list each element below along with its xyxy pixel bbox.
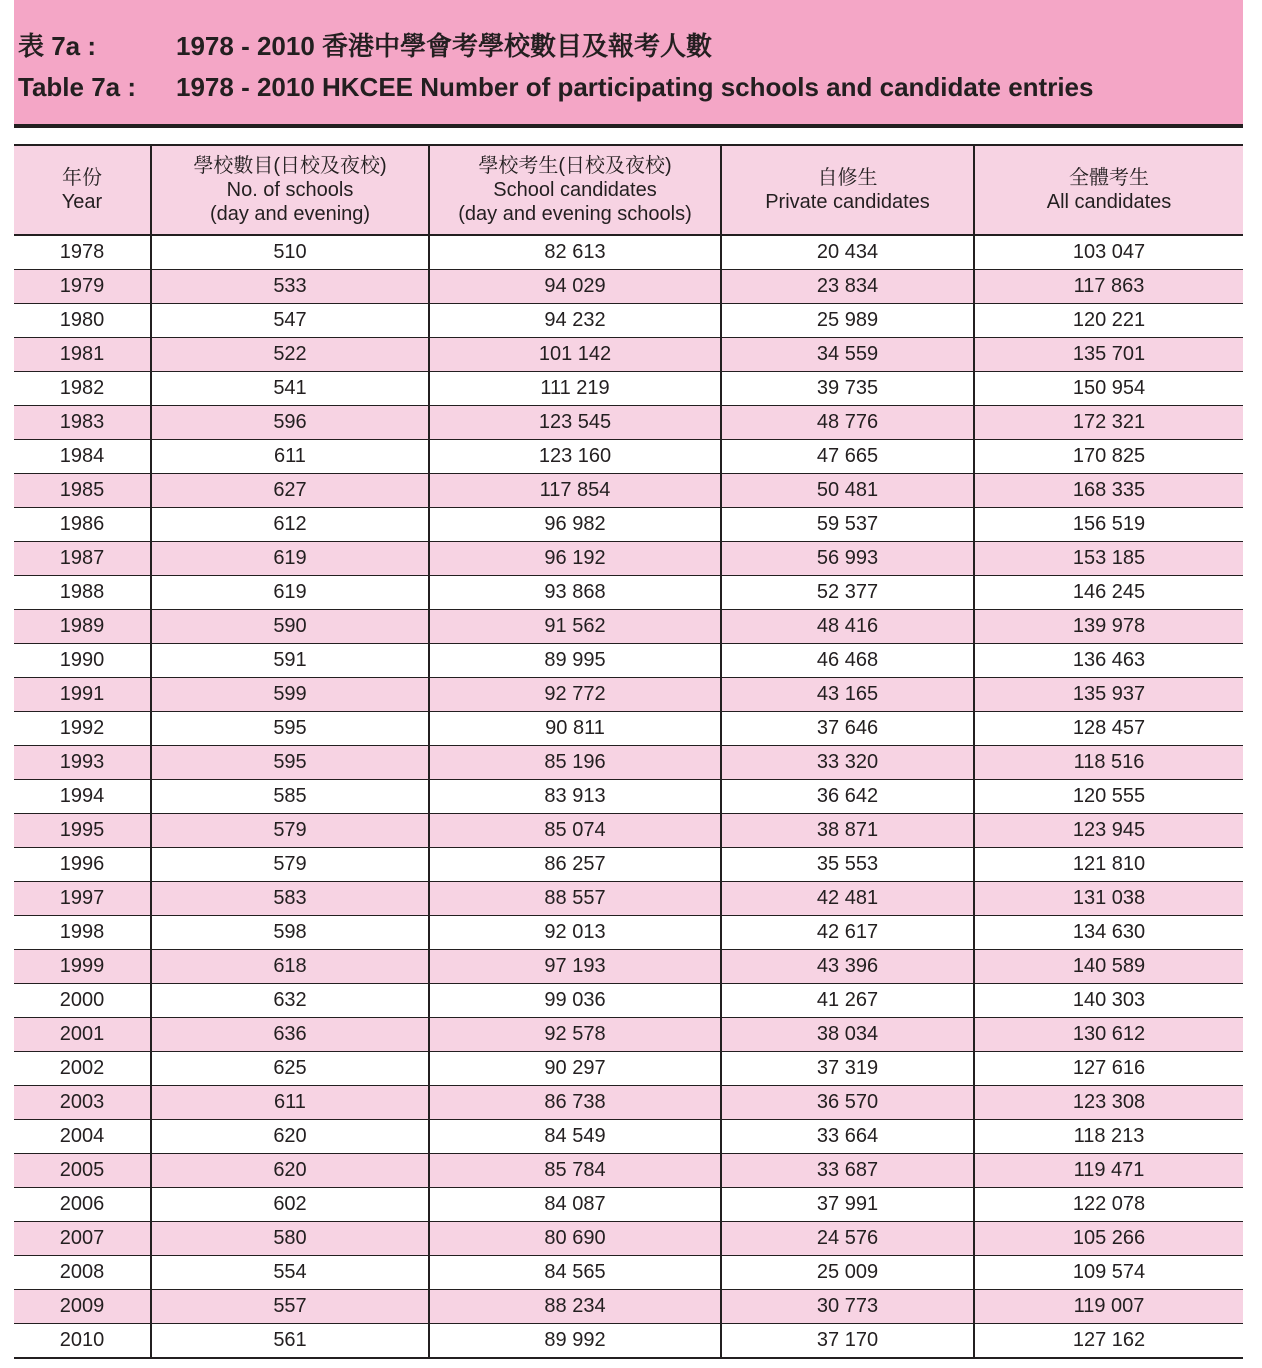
- column-header-line: Year: [61, 191, 103, 213]
- title-band: [14, 0, 1243, 128]
- cell-schools: 611: [151, 1086, 429, 1120]
- cell-school-candidates: 85 196: [429, 746, 721, 780]
- column-header-line: 全體考生: [1069, 167, 1149, 189]
- cell-schools: 595: [151, 712, 429, 746]
- cell-private-candidates: 37 170: [721, 1324, 974, 1359]
- cell-school-candidates: 96 982: [429, 508, 721, 542]
- cell-all-candidates: 127 162: [974, 1324, 1243, 1359]
- column-header-school-candidates: [429, 145, 721, 235]
- cell-year: 2000: [14, 984, 151, 1018]
- cell-year: 1993: [14, 746, 151, 780]
- column-header-line: (day and evening): [209, 203, 371, 225]
- column-header-line: 學校數目(日校及夜校): [193, 155, 387, 177]
- column-header-line: School candidates: [493, 179, 657, 201]
- table-row: [14, 576, 1243, 610]
- column-header-all-candidates: [974, 145, 1243, 235]
- cell-schools: 618: [151, 950, 429, 984]
- cell-schools: 602: [151, 1188, 429, 1222]
- cell-schools: 632: [151, 984, 429, 1018]
- table-row: [14, 304, 1243, 338]
- cell-year: 1991: [14, 678, 151, 712]
- cell-private-candidates: 56 993: [721, 542, 974, 576]
- cell-all-candidates: 156 519: [974, 508, 1243, 542]
- cell-private-candidates: 48 776: [721, 406, 974, 440]
- table-row: [14, 916, 1243, 950]
- cell-schools: 598: [151, 916, 429, 950]
- column-header-line: 自修生: [817, 167, 878, 189]
- column-header-line: 學校考生(日校及夜校): [478, 155, 672, 177]
- title-chinese: [18, 26, 712, 63]
- cell-all-candidates: 130 612: [974, 1018, 1243, 1052]
- cell-private-candidates: 43 165: [721, 678, 974, 712]
- cell-all-candidates: 131 038: [974, 882, 1243, 916]
- cell-year: 1998: [14, 916, 151, 950]
- cell-schools: 547: [151, 304, 429, 338]
- table-row: [14, 372, 1243, 406]
- cell-private-candidates: 52 377: [721, 576, 974, 610]
- table-row: [14, 1086, 1243, 1120]
- cell-year: 2004: [14, 1120, 151, 1154]
- table-row: [14, 1052, 1243, 1086]
- cell-schools: 591: [151, 644, 429, 678]
- cell-private-candidates: 37 319: [721, 1052, 974, 1086]
- cell-schools: 625: [151, 1052, 429, 1086]
- cell-all-candidates: 119 007: [974, 1290, 1243, 1324]
- table-row: [14, 235, 1243, 270]
- table-row: [14, 1018, 1243, 1052]
- cell-schools: 595: [151, 746, 429, 780]
- cell-private-candidates: 35 553: [721, 848, 974, 882]
- cell-year: 1996: [14, 848, 151, 882]
- cell-year: 2009: [14, 1290, 151, 1324]
- cell-all-candidates: 153 185: [974, 542, 1243, 576]
- cell-schools: 561: [151, 1324, 429, 1359]
- cell-all-candidates: 122 078: [974, 1188, 1243, 1222]
- cell-year: 2006: [14, 1188, 151, 1222]
- cell-schools: 590: [151, 610, 429, 644]
- cell-school-candidates: 91 562: [429, 610, 721, 644]
- table-row: [14, 712, 1243, 746]
- cell-year: 1995: [14, 814, 151, 848]
- cell-private-candidates: 20 434: [721, 235, 974, 270]
- cell-school-candidates: 88 557: [429, 882, 721, 916]
- cell-year: 1989: [14, 610, 151, 644]
- cell-private-candidates: 23 834: [721, 270, 974, 304]
- cell-schools: 619: [151, 576, 429, 610]
- cell-private-candidates: 39 735: [721, 372, 974, 406]
- cell-school-candidates: 84 565: [429, 1256, 721, 1290]
- cell-private-candidates: 33 664: [721, 1120, 974, 1154]
- header-row: [14, 145, 1243, 235]
- cell-school-candidates: 85 074: [429, 814, 721, 848]
- cell-year: 2003: [14, 1086, 151, 1120]
- cell-year: 2005: [14, 1154, 151, 1188]
- column-header-line: (day and evening schools): [458, 203, 692, 225]
- cell-all-candidates: 140 589: [974, 950, 1243, 984]
- table-row: [14, 610, 1243, 644]
- cell-all-candidates: 118 213: [974, 1120, 1243, 1154]
- table-row: [14, 270, 1243, 304]
- table-row: [14, 644, 1243, 678]
- cell-schools: 583: [151, 882, 429, 916]
- title-english: [18, 72, 1093, 103]
- cell-all-candidates: 117 863: [974, 270, 1243, 304]
- cell-all-candidates: 139 978: [974, 610, 1243, 644]
- cell-school-candidates: 80 690: [429, 1222, 721, 1256]
- cell-schools: 612: [151, 508, 429, 542]
- cell-all-candidates: 103 047: [974, 235, 1243, 270]
- cell-all-candidates: 136 463: [974, 644, 1243, 678]
- cell-all-candidates: 121 810: [974, 848, 1243, 882]
- cell-all-candidates: 123 308: [974, 1086, 1243, 1120]
- cell-schools: 579: [151, 814, 429, 848]
- cell-private-candidates: 48 416: [721, 610, 974, 644]
- cell-all-candidates: 123 945: [974, 814, 1243, 848]
- table-number-zh: 表 7a :: [18, 31, 97, 61]
- column-header-line: All candidates: [1046, 191, 1172, 213]
- cell-schools: 619: [151, 542, 429, 576]
- cell-all-candidates: 127 616: [974, 1052, 1243, 1086]
- cell-year: 1978: [14, 235, 151, 270]
- cell-school-candidates: 84 549: [429, 1120, 721, 1154]
- cell-year: 2001: [14, 1018, 151, 1052]
- cell-private-candidates: 42 617: [721, 916, 974, 950]
- cell-all-candidates: 105 266: [974, 1222, 1243, 1256]
- cell-private-candidates: 43 396: [721, 950, 974, 984]
- cell-school-candidates: 111 219: [429, 372, 721, 406]
- cell-school-candidates: 89 992: [429, 1324, 721, 1359]
- table-row: [14, 678, 1243, 712]
- cell-school-candidates: 84 087: [429, 1188, 721, 1222]
- cell-year: 1985: [14, 474, 151, 508]
- table-row: [14, 814, 1243, 848]
- column-header-line: 年份: [62, 167, 102, 189]
- cell-school-candidates: 86 257: [429, 848, 721, 882]
- title-text-zh: 1978 - 2010 香港中學會考學校數目及報考人數: [176, 31, 713, 61]
- title-text-en: 1978 - 2010 HKCEE Number of participating schools and candidate entries: [176, 72, 1094, 102]
- column-header-schools: [151, 145, 429, 235]
- table-row: [14, 882, 1243, 916]
- cell-school-candidates: 97 193: [429, 950, 721, 984]
- table-row: [14, 950, 1243, 984]
- cell-schools: 620: [151, 1154, 429, 1188]
- cell-all-candidates: 170 825: [974, 440, 1243, 474]
- cell-year: 1984: [14, 440, 151, 474]
- cell-schools: 541: [151, 372, 429, 406]
- cell-year: 1983: [14, 406, 151, 440]
- cell-school-candidates: 86 738: [429, 1086, 721, 1120]
- cell-private-candidates: 38 871: [721, 814, 974, 848]
- cell-private-candidates: 36 642: [721, 780, 974, 814]
- cell-year: 1982: [14, 372, 151, 406]
- cell-private-candidates: 38 034: [721, 1018, 974, 1052]
- cell-schools: 554: [151, 1256, 429, 1290]
- column-header-private-candidates: [721, 145, 974, 235]
- cell-year: 1992: [14, 712, 151, 746]
- data-table: [14, 144, 1243, 1359]
- table-row: [14, 1154, 1243, 1188]
- cell-all-candidates: 146 245: [974, 576, 1243, 610]
- cell-year: 1987: [14, 542, 151, 576]
- cell-year: 1997: [14, 882, 151, 916]
- cell-schools: 533: [151, 270, 429, 304]
- cell-private-candidates: 37 646: [721, 712, 974, 746]
- cell-all-candidates: 120 555: [974, 780, 1243, 814]
- cell-private-candidates: 47 665: [721, 440, 974, 474]
- table-body: [14, 235, 1243, 1358]
- cell-private-candidates: 33 687: [721, 1154, 974, 1188]
- table-row: [14, 984, 1243, 1018]
- cell-private-candidates: 50 481: [721, 474, 974, 508]
- table-row: [14, 848, 1243, 882]
- cell-all-candidates: 119 471: [974, 1154, 1243, 1188]
- table-row: [14, 746, 1243, 780]
- cell-school-candidates: 90 811: [429, 712, 721, 746]
- cell-all-candidates: 120 221: [974, 304, 1243, 338]
- table-row: [14, 1256, 1243, 1290]
- cell-school-candidates: 123 160: [429, 440, 721, 474]
- cell-all-candidates: 140 303: [974, 984, 1243, 1018]
- cell-schools: 580: [151, 1222, 429, 1256]
- cell-school-candidates: 88 234: [429, 1290, 721, 1324]
- cell-all-candidates: 109 574: [974, 1256, 1243, 1290]
- cell-school-candidates: 93 868: [429, 576, 721, 610]
- cell-year: 1994: [14, 780, 151, 814]
- table-row: [14, 542, 1243, 576]
- cell-year: 1981: [14, 338, 151, 372]
- cell-school-candidates: 85 784: [429, 1154, 721, 1188]
- cell-schools: 620: [151, 1120, 429, 1154]
- cell-private-candidates: 36 570: [721, 1086, 974, 1120]
- cell-school-candidates: 92 772: [429, 678, 721, 712]
- cell-school-candidates: 82 613: [429, 235, 721, 270]
- cell-year: 1979: [14, 270, 151, 304]
- cell-all-candidates: 168 335: [974, 474, 1243, 508]
- table-row: [14, 1222, 1243, 1256]
- cell-schools: 579: [151, 848, 429, 882]
- cell-schools: 596: [151, 406, 429, 440]
- cell-private-candidates: 33 320: [721, 746, 974, 780]
- cell-school-candidates: 89 995: [429, 644, 721, 678]
- cell-school-candidates: 92 578: [429, 1018, 721, 1052]
- cell-private-candidates: 46 468: [721, 644, 974, 678]
- table-row: [14, 406, 1243, 440]
- column-header-line: No. of schools: [226, 179, 354, 201]
- table-row: [14, 338, 1243, 372]
- cell-all-candidates: 118 516: [974, 746, 1243, 780]
- cell-all-candidates: 134 630: [974, 916, 1243, 950]
- cell-schools: 611: [151, 440, 429, 474]
- cell-year: 1980: [14, 304, 151, 338]
- table-row: [14, 440, 1243, 474]
- cell-school-candidates: 99 036: [429, 984, 721, 1018]
- cell-private-candidates: 59 537: [721, 508, 974, 542]
- table-row: [14, 1120, 1243, 1154]
- cell-all-candidates: 172 321: [974, 406, 1243, 440]
- cell-all-candidates: 128 457: [974, 712, 1243, 746]
- cell-private-candidates: 34 559: [721, 338, 974, 372]
- cell-school-candidates: 83 913: [429, 780, 721, 814]
- cell-school-candidates: 90 297: [429, 1052, 721, 1086]
- cell-schools: 510: [151, 235, 429, 270]
- cell-year: 1986: [14, 508, 151, 542]
- cell-private-candidates: 37 991: [721, 1188, 974, 1222]
- cell-private-candidates: 25 989: [721, 304, 974, 338]
- cell-year: 2002: [14, 1052, 151, 1086]
- cell-schools: 599: [151, 678, 429, 712]
- cell-year: 1999: [14, 950, 151, 984]
- cell-private-candidates: 42 481: [721, 882, 974, 916]
- cell-schools: 557: [151, 1290, 429, 1324]
- table-row: [14, 1324, 1243, 1359]
- cell-private-candidates: 25 009: [721, 1256, 974, 1290]
- cell-school-candidates: 92 013: [429, 916, 721, 950]
- cell-school-candidates: 96 192: [429, 542, 721, 576]
- cell-all-candidates: 135 701: [974, 338, 1243, 372]
- cell-schools: 585: [151, 780, 429, 814]
- cell-year: 1990: [14, 644, 151, 678]
- cell-private-candidates: 41 267: [721, 984, 974, 1018]
- cell-schools: 627: [151, 474, 429, 508]
- cell-all-candidates: 135 937: [974, 678, 1243, 712]
- cell-schools: 636: [151, 1018, 429, 1052]
- table-row: [14, 780, 1243, 814]
- table-row: [14, 508, 1243, 542]
- table-header: [14, 145, 1243, 235]
- cell-year: 2008: [14, 1256, 151, 1290]
- cell-year: 2010: [14, 1324, 151, 1359]
- cell-school-candidates: 117 854: [429, 474, 721, 508]
- table-row: [14, 474, 1243, 508]
- cell-school-candidates: 94 029: [429, 270, 721, 304]
- cell-private-candidates: 30 773: [721, 1290, 974, 1324]
- cell-school-candidates: 101 142: [429, 338, 721, 372]
- table-number-en: Table 7a :: [18, 72, 137, 102]
- cell-year: 2007: [14, 1222, 151, 1256]
- cell-private-candidates: 24 576: [721, 1222, 974, 1256]
- cell-all-candidates: 150 954: [974, 372, 1243, 406]
- cell-school-candidates: 123 545: [429, 406, 721, 440]
- cell-year: 1988: [14, 576, 151, 610]
- cell-schools: 522: [151, 338, 429, 372]
- column-header-line: Private candidates: [765, 191, 930, 213]
- table-row: [14, 1290, 1243, 1324]
- table-row: [14, 1188, 1243, 1222]
- column-header-year: [14, 145, 151, 235]
- cell-school-candidates: 94 232: [429, 304, 721, 338]
